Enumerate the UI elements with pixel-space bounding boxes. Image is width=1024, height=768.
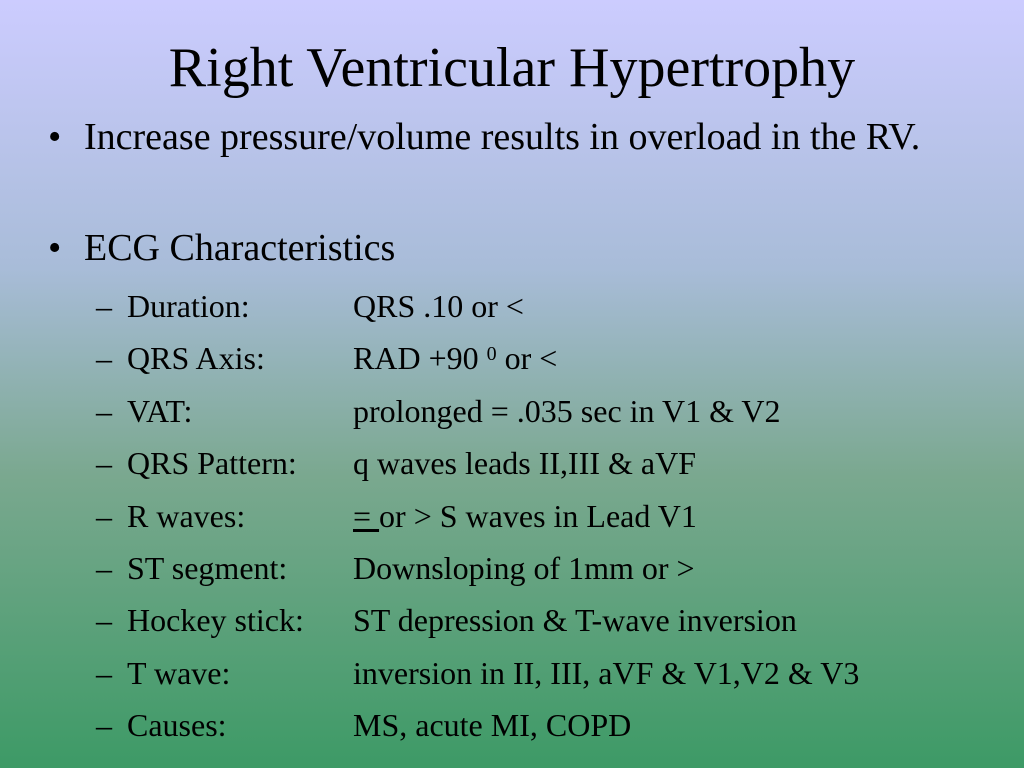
sub-bullet-vat [96,391,1016,431]
value-text: RAD +90 [353,340,487,376]
sub-bullet-value: Downsloping of 1mm or > [353,550,695,586]
sub-bullet-value: QRS .10 or < [353,288,524,324]
sub-bullet-value: inversion in II, III, aVF & V1,V2 & V3 [353,655,860,691]
sub-bullet-st-segment [96,548,1016,588]
sub-bullet-qrs-axis [96,338,1016,378]
sub-bullet-t-wave [96,653,1016,693]
degree-superscript: 0 [486,343,497,365]
dash-icon: – [96,393,112,429]
sub-bullet-label: R waves: [127,498,246,534]
dash-icon: – [96,602,112,638]
sub-bullet-label: QRS Pattern: [127,445,297,481]
dash-icon: – [96,340,112,376]
sub-bullet-causes [96,705,1016,745]
value-text: or < [496,340,558,376]
sub-bullet-label: T wave: [127,655,231,691]
dash-icon: – [96,288,112,324]
slide-title: Right Ventricular Hypertrophy [168,37,856,99]
sub-bullet-label: Hockey stick: [127,602,304,638]
bullet-dot-icon: • [48,227,62,269]
sub-bullet-value: prolonged = .035 sec in V1 & V2 [353,393,781,429]
value-text: or > S waves in Lead V1 [379,498,697,534]
sub-bullet-label: QRS Axis: [127,340,265,376]
dash-icon: – [96,655,112,691]
sub-bullet-value [353,496,697,536]
sub-bullet-value [353,338,557,378]
sub-bullet-label: ST segment: [127,550,288,586]
sub-bullet-r-waves [96,496,1016,536]
sub-bullet-value: ST depression & T-wave inversion [353,602,797,638]
dash-icon: – [96,707,112,743]
underlined-symbol: = [353,498,380,534]
sub-bullet-hockey-stick [96,600,1016,640]
bullet-text: ECG Characteristics [84,227,396,269]
sub-bullet-value: MS, acute MI, COPD [353,707,632,743]
dash-icon: – [96,445,112,481]
sub-bullet-value: q waves leads II,III & aVF [353,445,696,481]
sub-bullet-label: Duration: [127,288,250,324]
bullet-text: Increase pressure/volume results in overload in the RV. [84,116,921,158]
dash-icon: – [96,498,112,534]
sub-bullet-duration [96,286,1016,326]
bullet-dot-icon: • [48,116,62,158]
sub-bullet-label: VAT: [127,393,193,429]
sub-bullet-qrs-pattern [96,443,1016,483]
dash-icon: – [96,550,112,586]
sub-bullet-label: Causes: [127,707,227,743]
